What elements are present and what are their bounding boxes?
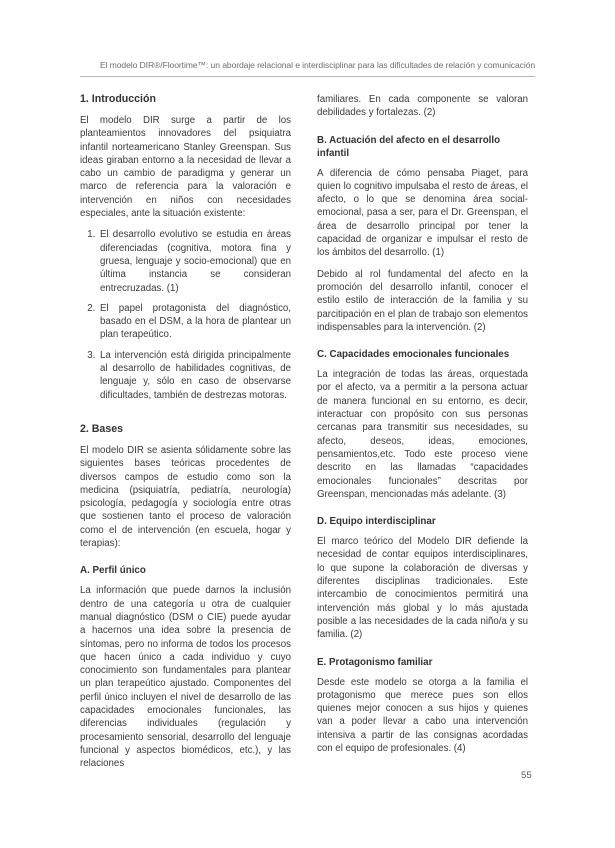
afecto-paragraph-2: Debido al rol fundamental del afecto en la promoción del desarrollo infantil, conocer el estilo estilo de interacción de la familia y su parcitipación en el plan de trabajo son elementos indispensables para la intervención. (2) — [317, 268, 528, 333]
right-column — [317, 93, 528, 763]
running-head: El modelo DIR®/Floortime™: un abordaje relacional e interdisciplinar para las dificultades de relación y comunicación — [99, 60, 535, 70]
bases-paragraph: El modelo DIR se asienta sólidamente sobre las siguientes bases teóricas procedentes de diversos campos de estudio como son la medicina (psiquiatría, pediatría, neurología) psicología, pedagogía y sociología entre otras que sostienen tanto el proceso de valoración como el de intervención (en escuela, hogar y terapias): — [80, 444, 291, 550]
subsection-heading-protagonismo: E. Protagonismo familiar — [317, 656, 433, 668]
intro-list-item: 2. El papel protagonista del diagnóstico, basado en el DSM, a la hora de plantear un plan terapeútico. — [98, 302, 291, 342]
left-column — [80, 93, 291, 778]
continuation-paragraph: familiares. En cada componente se valoran debilidades y fortalezas. (2) — [317, 94, 528, 119]
perfil-paragraph: La información que puede darnos la inclusión dentro de una categoría u otra de cualquier manual diagnóstico (DSM o CIE) puede ayudar a hacernos una idea sobre la presencia de síntomas, pero no informa de todos los procesos que hacen único a cada individuo y cuyo conocimiento son fundamentales para plantear un plan terapeútico ajustado. Componentes del perfil único incluyen el nivel de desarrollo de las capacidades emocionales funcionales, las diferencias individuales (regulación y procesamiento sensorial, desarrollo del lenguaje funcional y aspectos biomédicos, etc.), y las relaciones — [80, 585, 291, 770]
section-heading-bases: 2. Bases — [80, 422, 123, 435]
intro-list — [80, 228, 291, 402]
subsection-heading-equipo: D. Equipo interdisciplinar — [317, 516, 436, 528]
page-number: 55 — [521, 770, 532, 781]
section-heading-introduccion: 1. Introducción — [80, 93, 156, 105]
header-rule — [80, 76, 535, 77]
protagonismo-paragraph: Desde este modelo se otorga a la familia el protagonismo que merece pues son ellos quienes mejor conocen a sus hijos y quienes van a poder llevar a cabo una intervención intensiva a partir de las consignas acordadas con el equipo de profesionales. (4) — [317, 676, 528, 754]
intro-paragraph: El modelo DIR surge a partir de los planteamientos innovadores del psiquiatra infantil norteamericano Stanley Greenspan. Sus ideas giraban entorno a la necesidad de llevar a cabo un cambio de paradigma y generar un marco de referencia para la valoración e intervención en niños con necesidades especiales, ante la situación existente: — [80, 115, 291, 220]
intro-list-item: 3. La intervención está dirigida principalmente al desarrollo de habilidades cognitivas, de lenguaje y, sólo en caso de observarse dificultades, también de destrezas motoras. — [98, 349, 291, 402]
subsection-heading-afecto: B. Actuación del afecto en el desarrollo infantil — [317, 134, 501, 159]
equipo-paragraph: El marco teórico del Modelo DIR defiende la necesidad de contar equipos interdisciplinares, lo que supone la colaboración de diversas y diferentes disciplinas tradicionales. Este intercambio de conocimientos permitirá una intervención más global y lo más ajustada posible a las necesidades de la cada niño/a y su familia. (2) — [317, 536, 528, 641]
capacidades-paragraph: La integración de todas las áreas, orquestada por el afecto, va a permitir a la persona actuar de manera funcional en su entorno, es decir, interactuar con propósito con sus personas cercanas para transmitir sus necesidades, su afecto, deseos, ideas, emociones, pensamientos,etc. Todo este proceso viene descrito en las llamadas “capacidades emocionales funcionales” descritas por Greenspan, mencionadas más adelante. (3) — [317, 369, 528, 500]
afecto-paragraph-1: A diferencia de cómo pensaba Piaget, para quien lo cognitivo impulsaba el resto de áreas, el afecto, o lo que se denomina área social-emocional, pasa a ser, para el Dr. Greenspan, el área de desarrollo principal por tener la capacidad de organizar e impulsar el resto de los ámbitos del desarrollo. (1) — [317, 167, 528, 259]
subsection-heading-perfil-unico: A. Perfil único — [80, 565, 146, 577]
intro-list-item: 1. El desarrollo evolutivo se estudia en áreas diferenciadas (cognitiva, motora fina y gruesa, lenguaje y socio-emocional) que en última instancia se consideran entrecruzadas. (1) — [98, 228, 291, 294]
subsection-heading-capacidades: C. Capacidades emocionales funcionales — [317, 349, 510, 361]
